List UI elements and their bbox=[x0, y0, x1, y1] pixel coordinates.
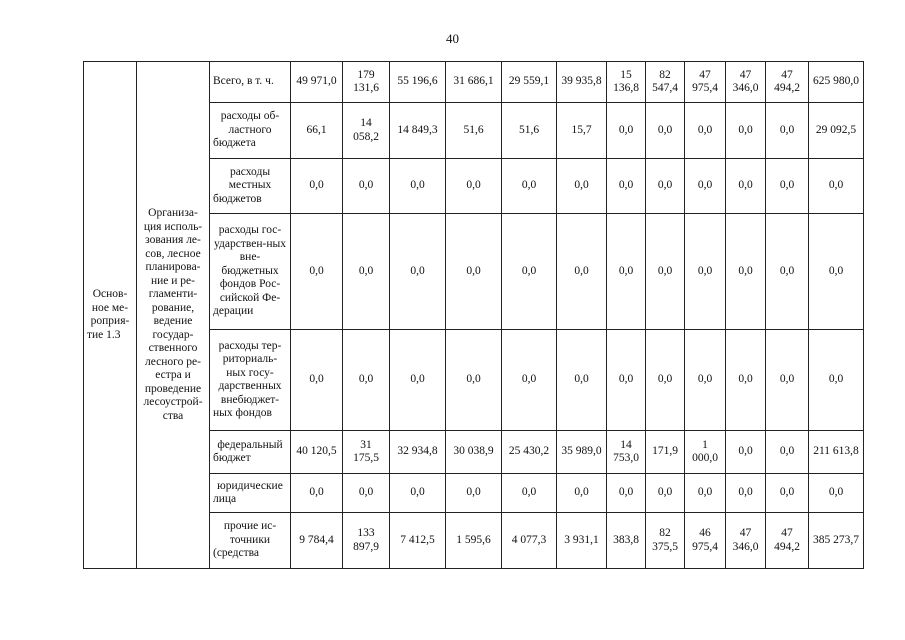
value-cell: 0,0 bbox=[726, 159, 766, 214]
value-cell: 7 412,5 bbox=[390, 513, 446, 569]
funding-source-cell: расходы тер-риториаль-ных госу-дарственных внебюджет-ных фондов bbox=[210, 330, 291, 431]
activity-name-cell: Организа-ция исполь-зования ле-сов, лесное планирова-ние и ре-гламенти-рование, ведение государ-ственного лесного ре-естра и проведение лесоустрой-ства bbox=[137, 62, 210, 569]
value-cell: 0,0 bbox=[646, 474, 685, 513]
value-cell: 0,0 bbox=[766, 431, 809, 474]
value-cell: 383,8 bbox=[607, 513, 646, 569]
value-cell: 14 058,2 bbox=[343, 103, 390, 159]
value-cell: 15 136,8 bbox=[607, 62, 646, 103]
funding-source-cell: прочие ис-точники (средства bbox=[210, 513, 291, 569]
value-cell: 0,0 bbox=[726, 330, 766, 431]
page-number: 40 bbox=[446, 31, 459, 46]
value-cell: 0,0 bbox=[766, 214, 809, 330]
value-cell: 0,0 bbox=[446, 159, 502, 214]
value-cell: 1 595,6 bbox=[446, 513, 502, 569]
value-cell: 47 494,2 bbox=[766, 513, 809, 569]
value-cell: 0,0 bbox=[343, 214, 390, 330]
value-cell: 0,0 bbox=[291, 474, 343, 513]
value-cell: 29 559,1 bbox=[502, 62, 557, 103]
value-cell: 0,0 bbox=[766, 474, 809, 513]
value-cell: 0,0 bbox=[646, 103, 685, 159]
value-cell: 29 092,5 bbox=[809, 103, 864, 159]
value-cell: 0,0 bbox=[502, 159, 557, 214]
value-cell: 0,0 bbox=[726, 431, 766, 474]
value-cell: 0,0 bbox=[726, 214, 766, 330]
value-cell: 0,0 bbox=[766, 103, 809, 159]
value-cell: 31 175,5 bbox=[343, 431, 390, 474]
value-cell: 82 375,5 bbox=[646, 513, 685, 569]
value-cell: 51,6 bbox=[502, 103, 557, 159]
value-cell: 0,0 bbox=[291, 214, 343, 330]
value-cell: 0,0 bbox=[646, 330, 685, 431]
value-cell: 31 686,1 bbox=[446, 62, 502, 103]
value-cell: 0,0 bbox=[390, 474, 446, 513]
value-cell: 40 120,5 bbox=[291, 431, 343, 474]
value-cell: 35 989,0 bbox=[557, 431, 607, 474]
value-cell: 55 196,6 bbox=[390, 62, 446, 103]
value-cell: 0,0 bbox=[646, 214, 685, 330]
value-cell: 0,0 bbox=[766, 330, 809, 431]
value-cell: 14 753,0 bbox=[607, 431, 646, 474]
funding-source-cell: федеральный бюджет bbox=[210, 431, 291, 474]
value-cell: 0,0 bbox=[291, 330, 343, 431]
value-cell: 0,0 bbox=[446, 330, 502, 431]
value-cell: 211 613,8 bbox=[809, 431, 864, 474]
value-cell: 47 346,0 bbox=[726, 513, 766, 569]
value-cell: 0,0 bbox=[685, 474, 726, 513]
value-cell: 0,0 bbox=[291, 159, 343, 214]
value-cell: 0,0 bbox=[343, 474, 390, 513]
value-cell: 51,6 bbox=[446, 103, 502, 159]
value-cell: 46 975,4 bbox=[685, 513, 726, 569]
value-cell: 0,0 bbox=[502, 474, 557, 513]
value-cell: 66,1 bbox=[291, 103, 343, 159]
value-cell: 0,0 bbox=[685, 103, 726, 159]
funding-source-cell: Всего, в т. ч. bbox=[210, 62, 291, 103]
value-cell: 9 784,4 bbox=[291, 513, 343, 569]
activity-code-cell: Основ-ное ме-роприя-тие 1.3 bbox=[84, 62, 137, 569]
funding-source-cell: расходы об-ластного бюджета bbox=[210, 103, 291, 159]
value-cell: 0,0 bbox=[607, 159, 646, 214]
value-cell: 171,9 bbox=[646, 431, 685, 474]
value-cell: 0,0 bbox=[390, 159, 446, 214]
value-cell: 0,0 bbox=[390, 214, 446, 330]
value-cell: 0,0 bbox=[607, 103, 646, 159]
value-cell: 625 980,0 bbox=[809, 62, 864, 103]
funding-source-cell: расходы местных бюджетов bbox=[210, 159, 291, 214]
value-cell: 179 131,6 bbox=[343, 62, 390, 103]
value-cell: 14 849,3 bbox=[390, 103, 446, 159]
value-cell: 1 000,0 bbox=[685, 431, 726, 474]
value-cell: 30 038,9 bbox=[446, 431, 502, 474]
value-cell: 15,7 bbox=[557, 103, 607, 159]
value-cell: 49 971,0 bbox=[291, 62, 343, 103]
value-cell: 3 931,1 bbox=[557, 513, 607, 569]
value-cell: 47 346,0 bbox=[726, 62, 766, 103]
value-cell: 0,0 bbox=[607, 214, 646, 330]
value-cell: 0,0 bbox=[607, 474, 646, 513]
value-cell: 0,0 bbox=[685, 214, 726, 330]
value-cell: 39 935,8 bbox=[557, 62, 607, 103]
value-cell: 47 494,2 bbox=[766, 62, 809, 103]
value-cell: 0,0 bbox=[502, 214, 557, 330]
value-cell: 82 547,4 bbox=[646, 62, 685, 103]
value-cell: 0,0 bbox=[557, 159, 607, 214]
value-cell: 0,0 bbox=[726, 474, 766, 513]
value-cell: 0,0 bbox=[446, 474, 502, 513]
value-cell: 0,0 bbox=[502, 330, 557, 431]
value-cell: 25 430,2 bbox=[502, 431, 557, 474]
value-cell: 0,0 bbox=[809, 214, 864, 330]
value-cell: 0,0 bbox=[343, 330, 390, 431]
value-cell: 0,0 bbox=[809, 330, 864, 431]
value-cell: 0,0 bbox=[557, 214, 607, 330]
value-cell: 47 975,4 bbox=[685, 62, 726, 103]
value-cell: 0,0 bbox=[343, 159, 390, 214]
funding-source-cell: юридические лица bbox=[210, 474, 291, 513]
value-cell: 0,0 bbox=[685, 330, 726, 431]
value-cell: 0,0 bbox=[809, 474, 864, 513]
value-cell: 4 077,3 bbox=[502, 513, 557, 569]
value-cell: 0,0 bbox=[646, 159, 685, 214]
value-cell: 0,0 bbox=[726, 103, 766, 159]
value-cell: 32 934,8 bbox=[390, 431, 446, 474]
value-cell: 0,0 bbox=[390, 330, 446, 431]
value-cell: 0,0 bbox=[685, 159, 726, 214]
funding-source-cell: расходы гос-ударствен-ных вне-бюджетных фондов Рос-сийской Фе-дерации bbox=[210, 214, 291, 330]
value-cell: 0,0 bbox=[557, 330, 607, 431]
value-cell: 0,0 bbox=[557, 474, 607, 513]
budget-table bbox=[83, 61, 864, 569]
value-cell: 0,0 bbox=[446, 214, 502, 330]
value-cell: 385 273,7 bbox=[809, 513, 864, 569]
value-cell: 0,0 bbox=[809, 159, 864, 214]
table-row bbox=[84, 62, 864, 103]
value-cell: 0,0 bbox=[607, 330, 646, 431]
value-cell: 0,0 bbox=[766, 159, 809, 214]
value-cell: 133 897,9 bbox=[343, 513, 390, 569]
